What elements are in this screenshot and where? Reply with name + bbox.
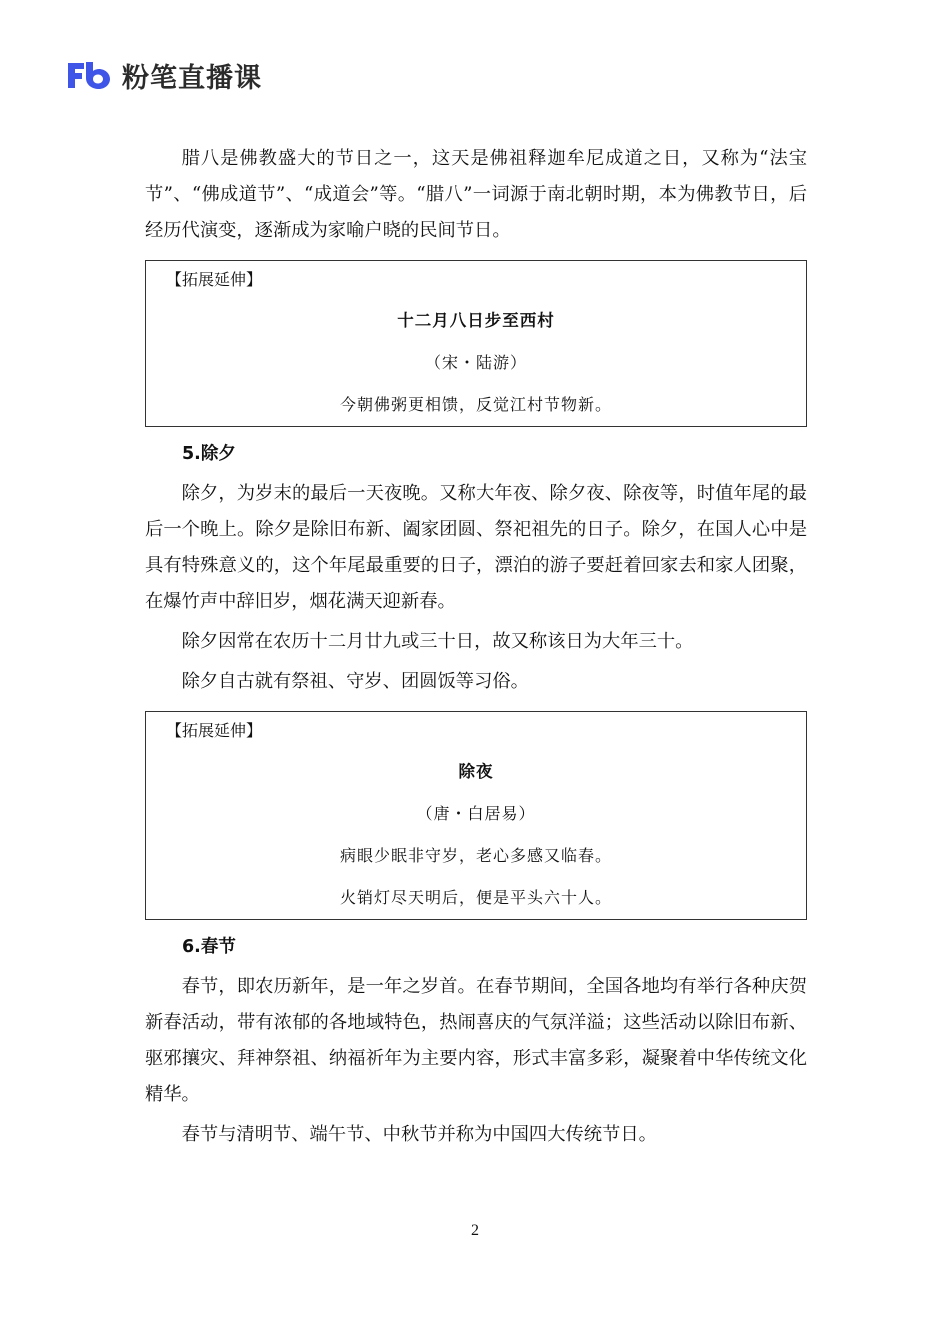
extension-box-chuxi [145, 711, 807, 920]
section-heading-chuxi: 5.除夕 [182, 444, 236, 464]
poem-line: 病眼少眠非守岁，老心多感又临春。 [339, 846, 612, 865]
extension-box-laba [145, 260, 807, 427]
paragraph-chuxi-intro: 除夕，为岁末的最后一天夜晚。又称大年夜、除夕夜、除夜等，时值年尾的最后一个晚上。除夕是除旧布新、阖家团圆、祭祀祖先的日子。除夕，在国人心中是具有特殊意义的，这个年尾最重要的日子，漂泊的游子要赶着回家去和家人团聚，在爆竹声中辞旧岁，烟花满天迎新春。 [145, 483, 807, 612]
poem-line: 火销灯尽天明后，便是平头六十人。 [339, 888, 612, 907]
paragraph-laba: 腊八是佛教盛大的节日之一，这天是佛祖释迦牟尼成道之日，又称为“法宝节”、“佛成道节”、“成道会”等。“腊八”一词源于南北朝时期，本为佛教节日，后经历代演变，逐渐成为家喻户晓的民间节日。 [145, 148, 807, 241]
poem-title: 除夜 [458, 762, 494, 781]
paragraph-chuxi-date: 除夕因常在农历十二月廿九或三十日，故又称该日为大年三十。 [181, 631, 694, 652]
page-number: 2 [471, 1222, 479, 1239]
logo-text: 粉笔直播课 [122, 62, 262, 94]
poem-title: 十二月八日步至西村 [397, 311, 555, 330]
paragraph-chuxi-customs: 除夕自古就有祭祖、守岁、团圆饭等习俗。 [181, 671, 529, 692]
extension-label: 【拓展延伸】 [166, 270, 263, 289]
poem-author: （宋・陆游） [424, 353, 527, 372]
paragraph-chunjie-intro: 春节，即农历新年，是一年之岁首。在春节期间，全国各地均有举行各种庆贺新春活动，带有浓郁的各地域特色，热闹喜庆的气氛洋溢；这些活动以除旧布新、驱邪攘灾、拜神祭祖、纳福祈年为主要内容，形式丰富多彩，凝聚着中华传统文化精华。 [145, 976, 807, 1105]
header-logo [66, 58, 262, 92]
poem-author: （唐・白居易） [416, 804, 536, 823]
section-heading-chunjie: 6.春节 [182, 937, 236, 957]
extension-label: 【拓展延伸】 [166, 721, 263, 740]
fenbi-logo-icon [66, 60, 112, 90]
document-body [145, 141, 807, 1153]
poem-line: 今朝佛粥更相馈，反觉江村节物新。 [339, 395, 612, 414]
paragraph-chunjie-festivals: 春节与清明节、端午节、中秋节并称为中国四大传统节日。 [181, 1124, 657, 1145]
